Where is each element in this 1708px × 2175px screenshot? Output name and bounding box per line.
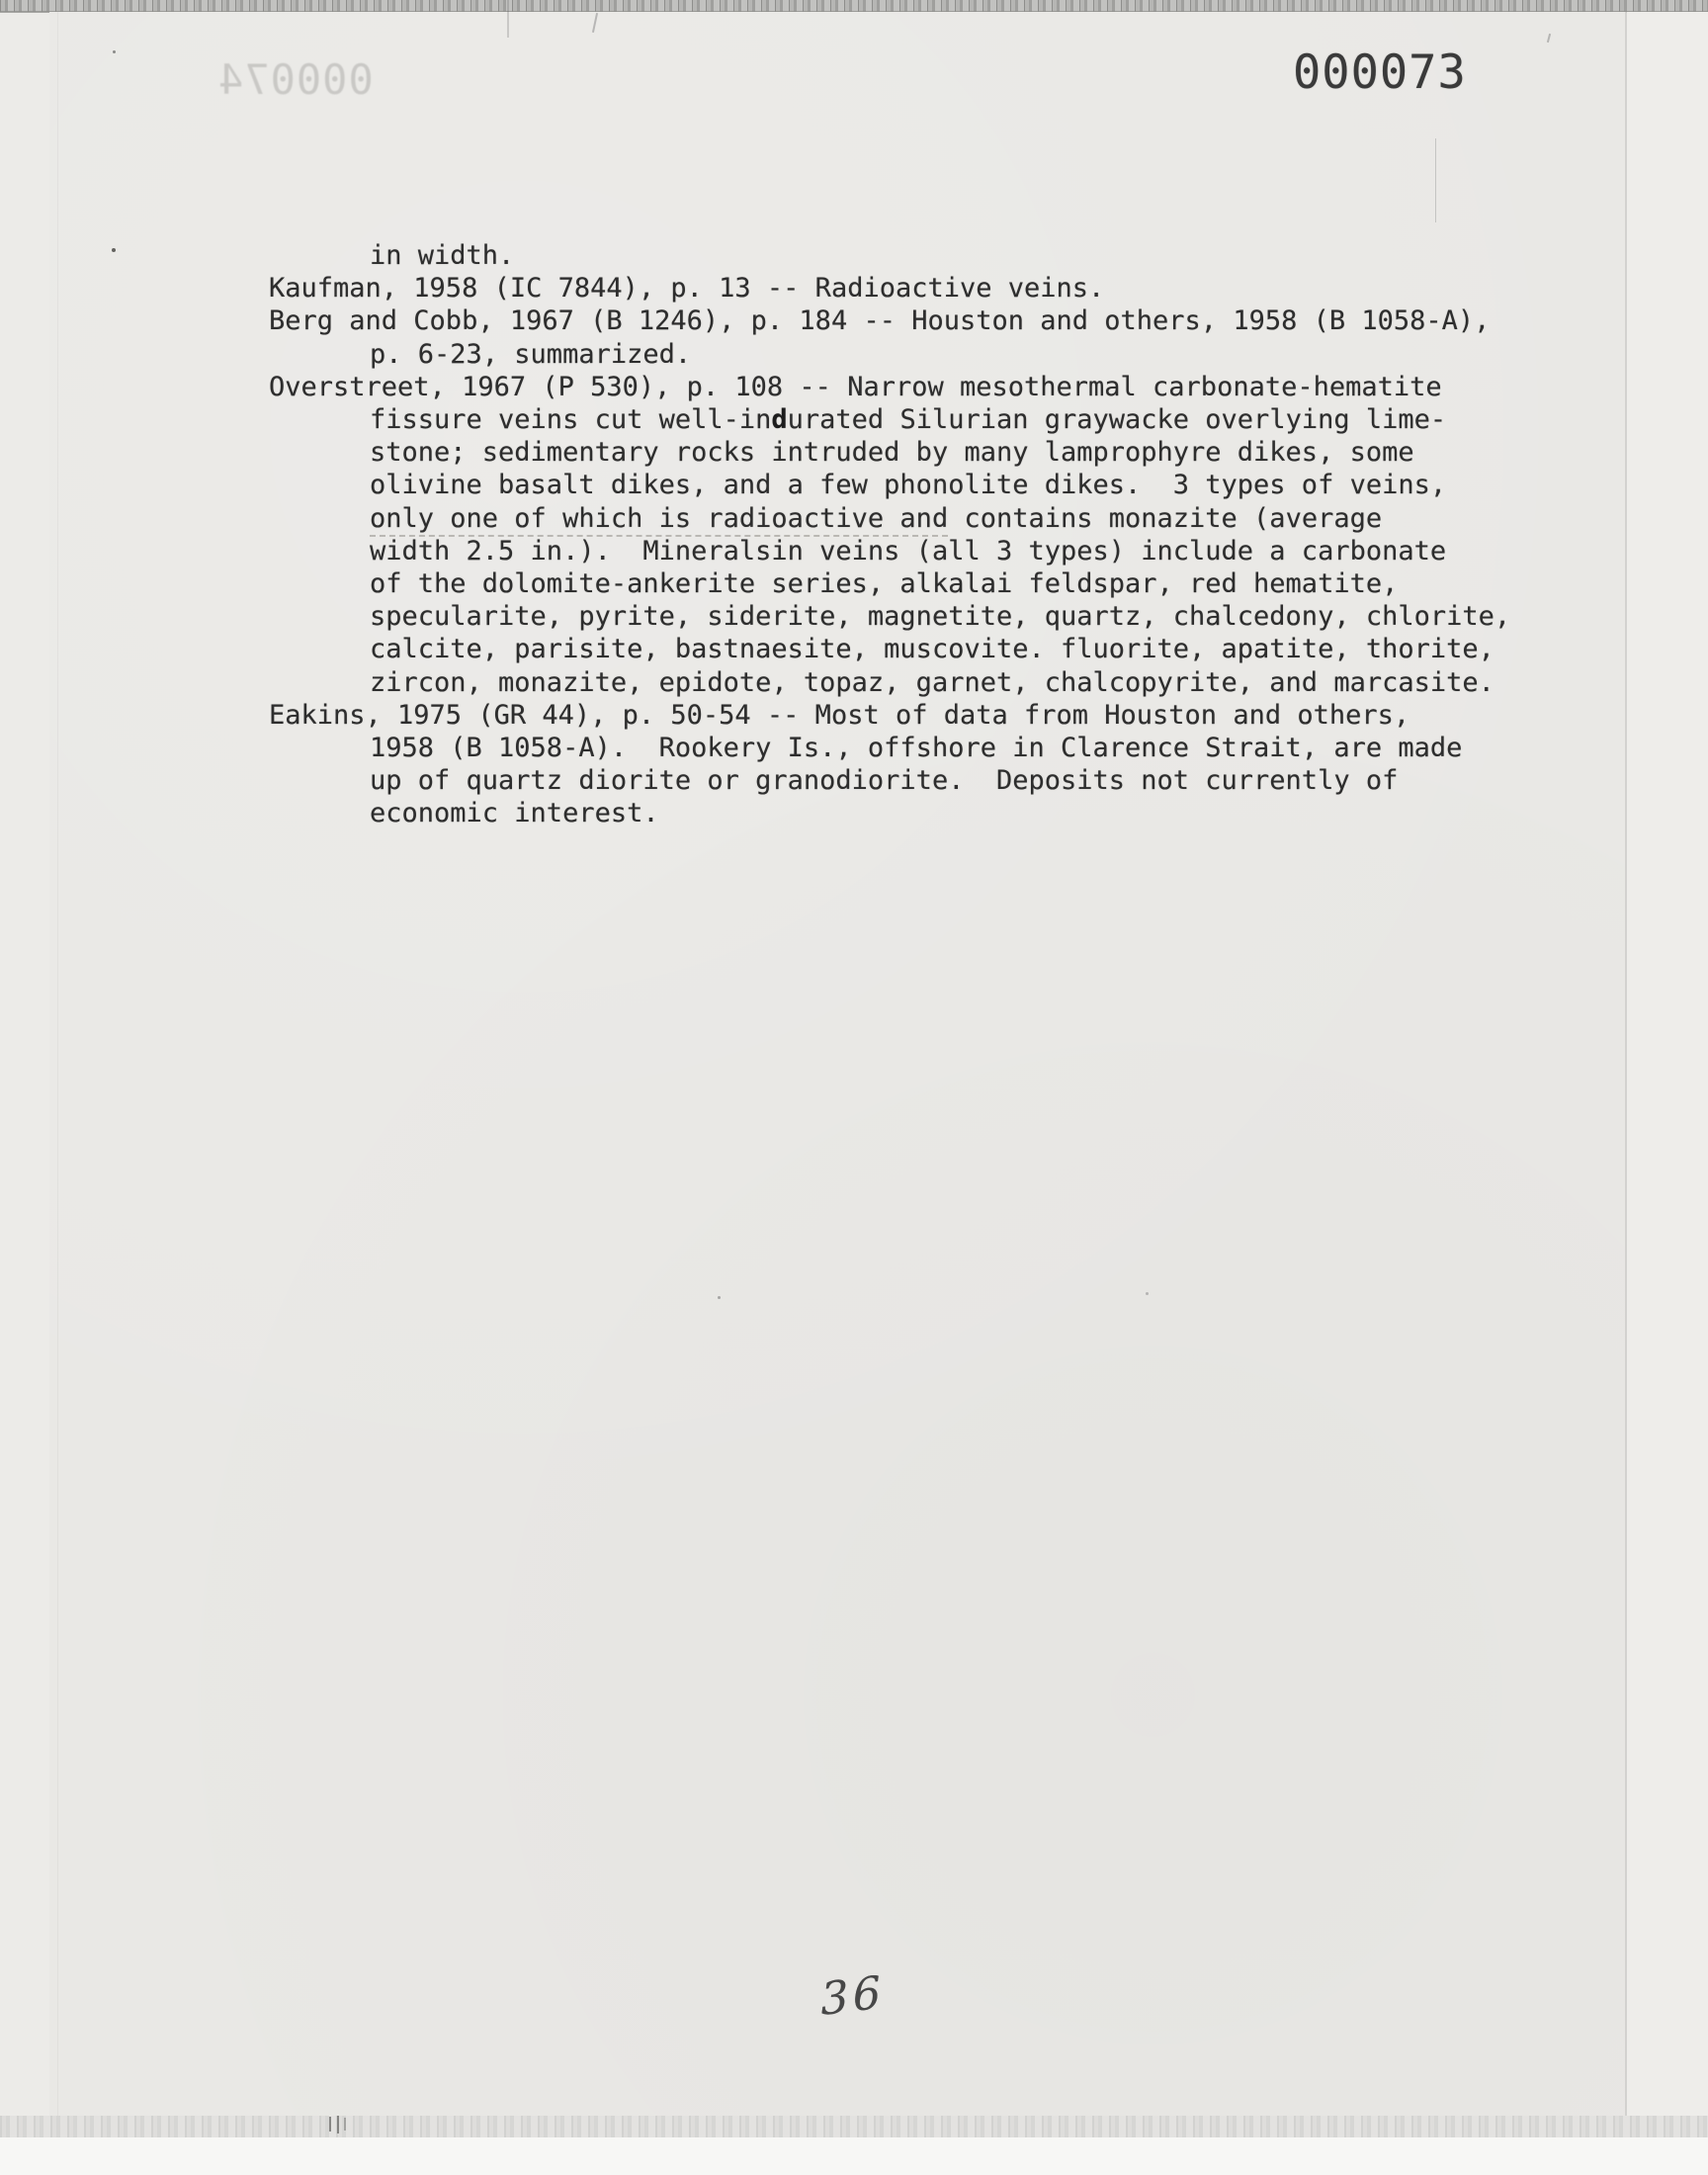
dust-speck: [113, 50, 116, 53]
text-line: Eakins, 1975 (GR 44), p. 50-54 -- Most of data from Houston and others,: [269, 699, 1410, 731]
scanner-edge-bottom-band: [0, 2116, 1708, 2137]
scan-streak: [507, 0, 509, 38]
text-line: economic interest.: [370, 798, 659, 829]
text-line: up of quartz diorite or granodiorite. Deposits not currently of: [370, 765, 1399, 797]
dust-speck: [112, 248, 116, 252]
text-line: calcite, parisite, bastnaesite, muscovite. fluorite, apatite, thorite,: [370, 634, 1494, 665]
typed-text-block: [269, 239, 1510, 830]
text-line: width 2.5 in.). Mineralsin veins (all 3 types) include a carbonate: [370, 535, 1447, 566]
text-line: Berg and Cobb, 1967 (B 1246), p. 184 -- Houston and others, 1958 (B 1058-A),: [269, 305, 1491, 337]
scan-artifact-tick: [344, 2118, 346, 2131]
text-line: in width.: [370, 240, 515, 271]
text-line: Overstreet, 1967 (P 530), p. 108 -- Narrow mesothermal carbonate-hematite: [269, 371, 1442, 402]
scanner-backing-right: [1627, 12, 1708, 2116]
scan-scratch: [1435, 138, 1436, 222]
text-line: Kaufman, 1958 (IC 7844), p. 13 -- Radioactive veins.: [269, 273, 1105, 304]
text-line: p. 6-23, summarized.: [370, 338, 692, 370]
text-line: fissure veins cut well-indurated Silurian graywacke overlying lime-: [370, 404, 1447, 436]
paper-crease: [57, 12, 58, 2116]
paper-right-edge: [1625, 12, 1627, 2116]
text-line: of the dolomite-ankerite series, alkalai feldspar, red hematite,: [370, 568, 1399, 600]
text-line: olivine basalt dikes, and a few phonolite dikes. 3 types of veins,: [370, 470, 1447, 501]
handwritten-page-number: 36: [818, 1964, 887, 2027]
document-number-stamp: 000073: [1293, 45, 1467, 100]
text-line: only one of which is radioactive and contains monazite (average: [269, 502, 1510, 535]
text-line: 1958 (B 1058-A). Rookery Is., offshore in Clarence Strait, are made: [370, 733, 1463, 764]
scan-artifact-tick: [337, 2116, 339, 2133]
text-line: stone; sedimentary rocks intruded by many lamprophyre dikes, some: [370, 437, 1414, 469]
scanner-edge-bottom-white: [0, 2137, 1708, 2175]
bleed-through-stamp: 000074: [217, 55, 374, 104]
scan-artifact-tick: [329, 2117, 331, 2132]
dust-speck: [718, 1296, 721, 1299]
text-line: specularite, pyrite, siderite, magnetite, quartz, chalcedony, chlorite,: [370, 601, 1511, 633]
text-line: zircon, monazite, epidote, topaz, garnet, chalcopyrite, and marcasite.: [370, 666, 1494, 698]
dust-speck: [1146, 1292, 1149, 1295]
